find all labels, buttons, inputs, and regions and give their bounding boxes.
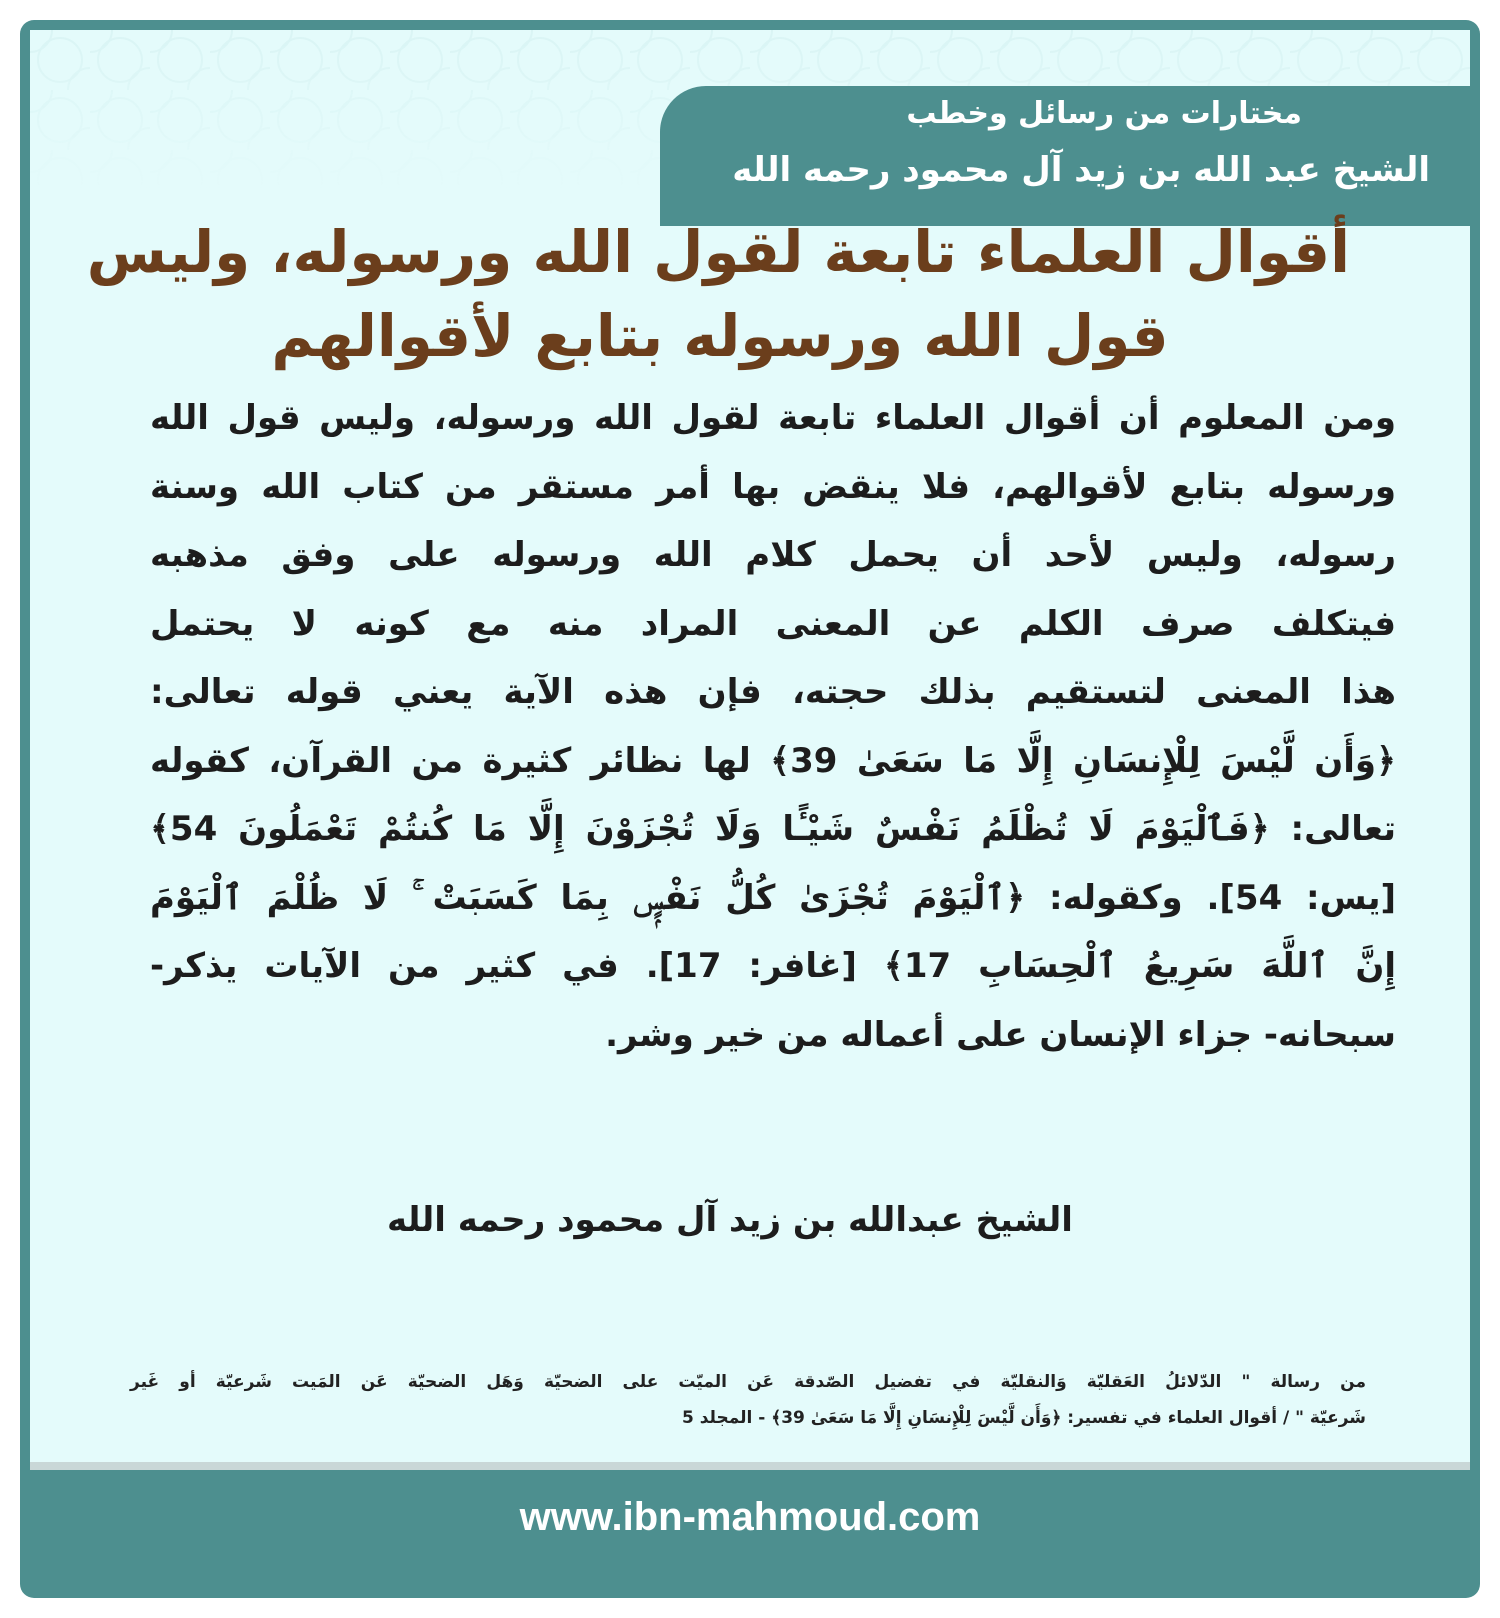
body-line: ومن المعلوم أن أقوال العلماء تابعة لقول الله ورسوله، وليس قول الله <box>150 398 1396 438</box>
body-line: سبحانه- جزاء الإنسان على أعماله من خير وشر. <box>605 1014 1396 1055</box>
title-line: أقوال العلماء تابعة لقول الله ورسوله، وليس <box>86 218 1350 286</box>
body-line: تعالى: ﴿فَٱلْيَوْمَ لَا تُظْلَمُ نَفْسٌ شَيْـًٔا وَلَا تُجْزَوْنَ إِلَّا مَا كُنتُمْ تَعْمَلُونَ 54﴾ <box>150 809 1396 849</box>
source-line: شَرعيّة " / أقوال العلماء في تفسير: ﴿وَأَن لَّيْسَ لِلْإِنسَانِ إِلَّا مَا سَعَىٰ 39﴾ - المجلد 5 <box>681 1408 1366 1428</box>
header-series-title: مختارات من رسائل وخطب <box>906 96 1302 131</box>
article-body <box>150 384 1396 1069</box>
body-line: فيتكلف صرف الكلم عن المعنى المراد منه مع كونه لا يحتمل <box>150 603 1396 644</box>
header-tab <box>660 86 1470 226</box>
body-line: رسوله، وليس لأحد أن يحمل كلام الله ورسوله على وفق مذهبه <box>150 535 1396 575</box>
body-line: هذا المعنى لتستقيم بذلك حجته، فإن هذه الآية يعني قوله تعالى: <box>150 672 1396 712</box>
title-line: قول الله ورسوله بتابع لأقوالهم <box>271 302 1169 370</box>
article-title <box>86 210 1350 378</box>
footer-divider <box>30 1462 1470 1470</box>
header-author: الشيخ عبد الله بن زيد آل محمود رحمه الله <box>732 150 1430 190</box>
body-line: ﴿وَأَن لَّيْسَ لِلْإِنسَانِ إِلَّا مَا سَعَىٰ 39﴾ لها نظائر كثيرة من القرآن، كقوله <box>150 740 1396 781</box>
website-link[interactable]: www.ibn-mahmoud.com <box>519 1495 981 1539</box>
body-line: إِنَّ ٱللَّهَ سَرِيعُ ٱلْحِسَابِ 17﴾ [غافر: 17]. في كثير من الآيات يذكر- <box>150 946 1396 986</box>
body-line: ورسوله بتابع لأقوالهم، فلا ينقض بها أمر مستقر من كتاب الله وسنة <box>150 466 1396 507</box>
signature: الشيخ عبدالله بن زيد آل محمود رحمه الله <box>387 1200 1073 1240</box>
body-line: [يس: 54]. وكقوله: ﴿ٱلْيَوْمَ تُجْزَىٰ كُلُّ نَفْسٍۭ بِمَا كَسَبَتْ ۚ لَا ظُلْمَ ٱلْيَوْمَ <box>150 877 1396 918</box>
source-citation <box>130 1364 1366 1436</box>
source-line: من رسالة " الدّلائلُ العَقليّة وَالنقليّة في تفضيل الصّدقة عَن الميّت على الضحيّة وَهَل الضحيّة عَن المَيت شَرعيّة أو غَير <box>130 1372 1366 1392</box>
